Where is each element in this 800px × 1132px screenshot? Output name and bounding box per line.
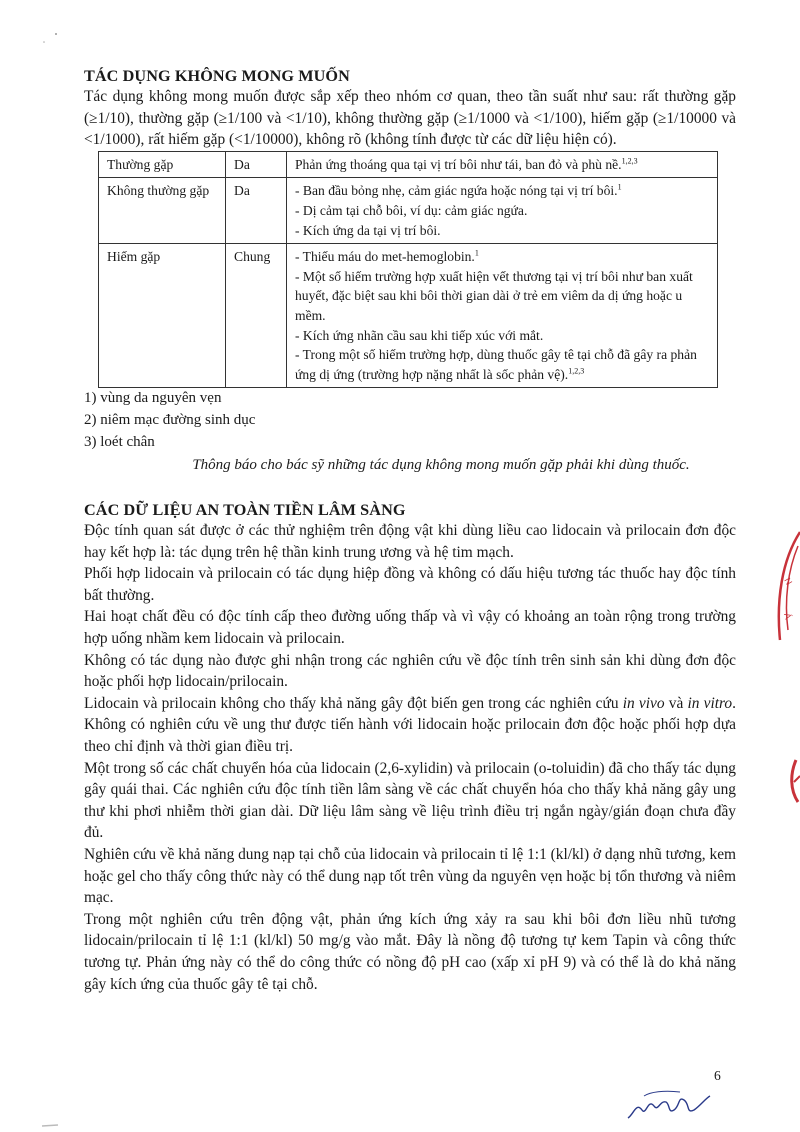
effects-cell [287,178,718,244]
effect-text: Phản ứng thoáng qua tại vị trí bôi như tái, ban đỏ và phù nề. [295,156,622,172]
effect-text: - Kích ứng da tại vị trí bôi. [295,222,441,238]
adverse-effects-intro: Tác dụng không mong muốn được sắp xếp theo nhóm cơ quan, theo tần suất như sau: rất thường gặp (≥1/10), thường gặp (≥1/100 và <1/10), không thường gặp (≥1/1000 và <1/100), hiếm gặp (≥1/10000 và <1/1000), rất hiếm gặp (<1/10000), không rõ (không tính được từ các dữ liệu hiện có). [84,88,736,149]
footnote-2: 2) niêm mạc đường sinh dục [84,411,256,428]
scan-edge-mark [40,1120,80,1130]
preclinical-paragraph-8: Trong một nghiên cứu trên động vật, phản ứng kích ứng xảy ra sau khi bôi đơn liều nhũ tương lidocain/prilocain tỉ lệ 1:1 (kl/kl) 50 mg/g vào mắt. Đây là nồng độ tương tự kem Tapin và công thức tương tự. Phản ứng này có thể do công thức có nồng độ pH cao (xấp xỉ pH 9) và có thể là do khả năng gây kích ứng của thuốc gây tê tại chỗ. [84,910,736,993]
handwritten-signature [624,1088,714,1122]
preclinical-paragraph-6: Một trong số các chất chuyển hóa của lidocain (2,6-xylidin) và prilocain (o-toluidin) đã cho thấy tác dụng gây quái thai. Các nghiên cứu độc tính tiền lâm sàng về các chất chuyển hóa cho thấy khả năng gây ung thư khi phơi nhiễm thời gian dài. Dữ liệu lâm sàng về liệu trình điều trị ngắn ngày/gián đoạn chưa đầy đủ. [84,759,736,842]
effect-line [295,326,711,346]
table-row [99,151,718,178]
section-title-adverse-effects: TÁC DỤNG KHÔNG MONG MUỐN [84,67,350,85]
red-stamp-fragment [768,530,800,830]
frequency-cell: Thường gặp [99,151,226,178]
effects-cell [287,244,718,388]
preclinical-paragraph-5 [84,693,736,758]
effect-line [295,247,711,267]
scan-speck-marks [40,28,70,48]
footnote-3: 3) loét chân [84,433,155,450]
preclinical-paragraph-7: Nghiên cứu về khả năng dung nạp tại chỗ của lidocain và prilocain tỉ lệ 1:1 (kl/kl) ở dạng nhũ tương, kem hoặc gel cho thấy công thức này có thể dung nạp tốt trên vùng da nguyên vẹn hoặc bị tổn thương và niêm mạc. [84,846,736,907]
effect-line [295,345,711,384]
report-notice: Thông báo cho bác sỹ những tác dụng không mong muốn gặp phải khi dùng thuốc. [192,457,690,474]
page-number: 6 [714,1068,721,1083]
svg-text:Á: Á [782,611,794,621]
effect-line [295,267,711,326]
effect-text: - Ban đầu bỏng nhẹ, cảm giác ngứa hoặc nóng tại vị trí bôi. [295,183,618,199]
footnote-1: 1) vùng da nguyên vẹn [84,390,222,407]
section-title-preclinical: CÁC DỮ LIỆU AN TOÀN TIỀN LÂM SÀNG [84,501,406,520]
effect-line [295,181,711,201]
reference-superscript: 1,2,3 [568,366,585,376]
effect-line [295,155,711,175]
table-row [99,244,718,388]
p5-text-b: và [664,694,688,712]
adverse-effects-table [98,151,718,389]
effect-text: - Kích ứng nhãn cầu sau khi tiếp xúc với mắt. [295,327,544,343]
organ-cell: Da [226,151,287,178]
organ-cell: Chung [226,244,287,388]
footnotes [84,388,736,453]
effect-line [295,221,711,241]
effect-text: - Một số hiếm trường hợp xuất hiện vết thương tại vị trí bôi như ban xuất huyết, đặc biệt sau khi bôi thời gian dài ở trẻ em viêm da dị ứng hoặc u mềm. [295,268,693,323]
preclinical-paragraph-1: Độc tính quan sát được ở các thử nghiệm trên động vật khi dùng liều cao lidocain và prilocain đơn độc hay kết hợp là: tác dụng trên hệ thần kinh trung ương và hệ tim mạch. [84,522,736,561]
effect-text: - Dị cảm tại chỗ bôi, ví dụ: cảm giác ngứa. [295,202,528,218]
svg-text:N: N [782,576,795,587]
preclinical-paragraph-3: Hai hoạt chất đều có độc tính cấp theo đường uống thấp và vì vậy có khoảng an toàn rộng trong trường hợp uống nhầm kem lidocain và prilocain. [84,608,736,648]
table-row [99,178,718,244]
page-content [84,66,736,995]
effect-line [295,201,711,221]
reference-superscript: 1 [617,182,622,192]
p5-text-c: . Không có nghiên cứu về ung thư được tiến hành với lidocain hoặc prilocain đơn độc hoặc phối hợp dựa theo chỉ định và thời gian điều trị. [84,694,736,756]
p5-in-vivo: in vivo [622,694,665,712]
preclinical-paragraph-4: Không có tác dụng nào được ghi nhận trong các nghiên cứu về độc tính trên sinh sản khi dùng đơn độc hoặc phối hợp lidocain/prilocain. [84,651,736,691]
p5-in-vitro: in vitro [687,694,733,712]
frequency-cell: Hiếm gặp [99,244,226,388]
p5-text-a: Lidocain và prilocain không cho thấy khả năng gây đột biến gen trong các nghiên cứu [84,694,623,712]
organ-cell: Da [226,178,287,244]
effect-text: - Trong một số hiếm trường hợp, dùng thuốc gây tê tại chỗ đã gây ra phản ứng dị ứng (trường hợp nặng nhất là sốc phản vệ). [295,347,697,382]
reference-superscript: 1,2,3 [621,156,638,166]
frequency-cell: Không thường gặp [99,178,226,244]
reference-superscript: 1 [474,248,479,258]
effects-cell [287,151,718,178]
effect-text: - Thiếu máu do met-hemoglobin. [295,249,475,265]
preclinical-paragraph-2: Phối hợp lidocain và prilocain có tác dụng hiệp đồng và không có dấu hiệu tương tác thuốc hay độc tính bất thường. [84,565,736,604]
